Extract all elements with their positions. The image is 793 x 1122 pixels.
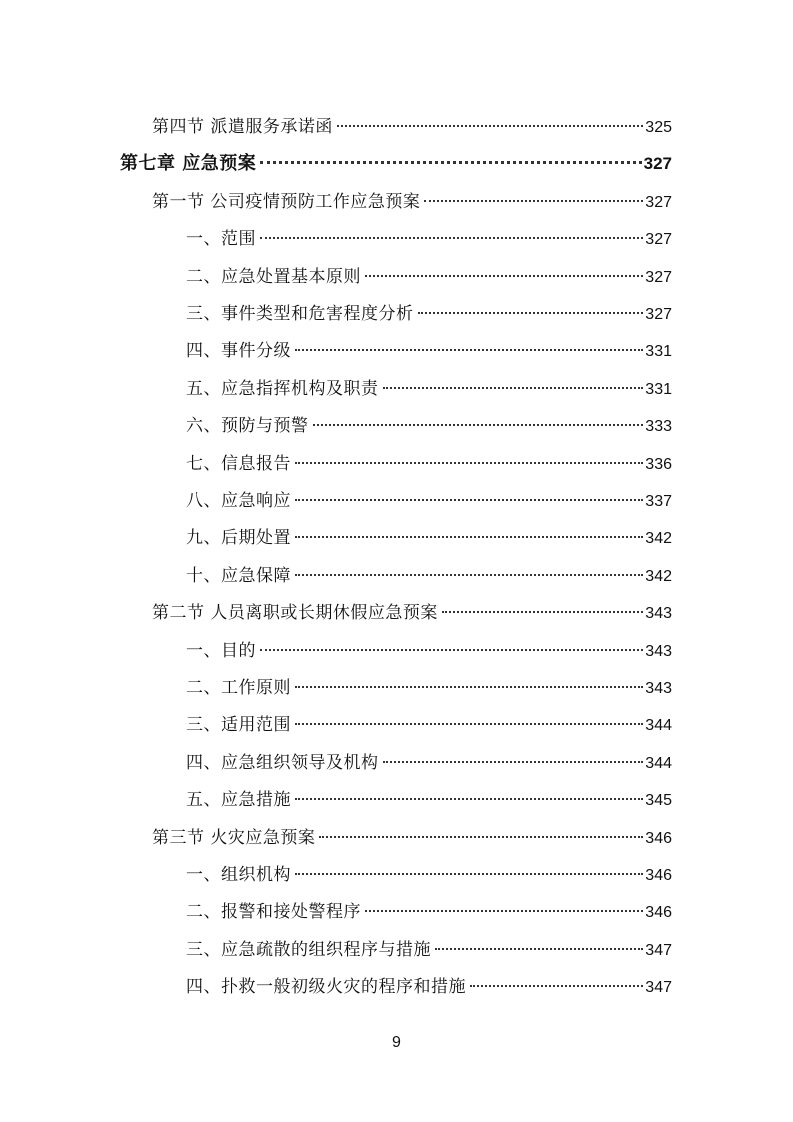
toc-entry-page: 347: [645, 979, 672, 997]
toc-entry-page: 344: [645, 754, 672, 772]
toc-entry-title: 三、事件类型和危害程度分析: [186, 304, 414, 324]
toc-dot-leader: [319, 834, 643, 838]
toc-subsection-entry[interactable]: [186, 636, 672, 666]
toc-subsection-entry[interactable]: [186, 860, 672, 890]
toc-subsection-entry[interactable]: [186, 785, 672, 815]
toc-entry-title: 一、范围: [186, 229, 256, 250]
toc-dot-leader: [260, 235, 643, 239]
toc-entry-page: 336: [645, 455, 672, 473]
toc-entry-page: 327: [645, 268, 672, 286]
toc-entry-page: 327: [645, 306, 672, 323]
toc-dot-leader: [295, 534, 643, 538]
toc-entry-page: 345: [645, 792, 672, 810]
toc-entry-page: 347: [645, 941, 672, 959]
toc-entry-page: 327: [645, 193, 672, 211]
toc-subsection-entry[interactable]: [186, 411, 672, 441]
toc-entry-title: 一、目的: [186, 640, 256, 661]
toc-entry-page: 342: [645, 530, 672, 548]
toc-dot-leader: [295, 684, 643, 688]
toc-section-entry[interactable]: [152, 112, 672, 142]
toc-dot-leader: [365, 273, 643, 277]
toc-entry-page: 346: [645, 867, 672, 884]
toc-entry-title: 第一节 公司疫情预防工作应急预案: [152, 191, 421, 212]
toc-subsection-entry[interactable]: [186, 374, 672, 404]
toc-subsection-entry[interactable]: [186, 748, 672, 778]
toc-subsection-entry[interactable]: [186, 224, 672, 254]
toc-entry-title: 四、事件分级: [186, 341, 291, 362]
toc-entry-page: 346: [645, 904, 672, 922]
toc-entry-page: 342: [645, 567, 672, 585]
toc-subsection-entry[interactable]: [186, 897, 672, 927]
toc-dot-leader: [295, 796, 643, 800]
toc-entry-page: 337: [645, 493, 672, 510]
toc-entry-page: 344: [645, 717, 672, 735]
toc-entry-title: 第七章 应急预案: [120, 153, 257, 175]
toc-dot-leader: [260, 647, 643, 651]
toc-dot-leader: [313, 422, 644, 426]
toc-section-entry[interactable]: [152, 823, 672, 853]
toc-entry-title: 四、扑救一般初级火灾的程序和措施: [186, 977, 466, 998]
toc-entry-page: 343: [645, 605, 672, 623]
toc-entry-title: 三、应急疏散的组织程序与措施: [186, 939, 431, 960]
toc-subsection-entry[interactable]: [186, 561, 672, 591]
toc-dot-leader: [295, 347, 643, 351]
toc-dot-leader: [295, 871, 643, 875]
toc-entry-title: 一、组织机构: [186, 865, 291, 885]
toc-entry-title: 九、后期处置: [186, 528, 291, 549]
toc-entry-title: 六、预防与预警: [186, 416, 309, 437]
toc-subsection-entry[interactable]: [186, 262, 672, 292]
toc-dot-leader: [295, 460, 643, 464]
page-number: 9: [392, 1034, 401, 1051]
toc-entry-title: 五、应急措施: [186, 790, 291, 811]
toc-entry-title: 七、信息报告: [186, 453, 291, 474]
toc-dot-leader: [365, 908, 643, 912]
toc-dot-leader: [295, 572, 643, 576]
toc-entry-title: 二、报警和接处警程序: [186, 902, 361, 923]
toc-dot-leader: [418, 310, 644, 314]
toc-entry-title: 十、应急保障: [186, 565, 291, 586]
toc-dot-leader: [383, 759, 644, 763]
toc-subsection-entry[interactable]: [186, 673, 672, 703]
toc-dot-leader: [435, 946, 643, 950]
toc-subsection-entry[interactable]: [186, 486, 672, 516]
toc-entry-page: 331: [645, 343, 672, 361]
toc-subsection-entry[interactable]: [186, 710, 672, 740]
toc-entry-page: 343: [645, 642, 672, 660]
toc-entry-title: 二、工作原则: [186, 678, 291, 698]
toc-chapter-entry[interactable]: [120, 149, 672, 179]
toc-subsection-entry[interactable]: [186, 972, 672, 1002]
toc-subsection-entry[interactable]: [186, 299, 672, 329]
toc-entry-title: 五、应急指挥机构及职责: [186, 378, 379, 399]
toc-entry-title: 第三节 火灾应急预案: [152, 827, 316, 848]
toc-entry-page: 327: [645, 231, 672, 249]
toc-dot-leader: [442, 609, 643, 613]
toc-entry-title: 二、应急处置基本原则: [186, 266, 361, 287]
toc-section-entry[interactable]: [152, 598, 672, 628]
toc-dot-leader: [260, 159, 641, 164]
toc-subsection-entry[interactable]: [186, 523, 672, 553]
toc-entry-title: 第四节 派遣服务承诺函: [152, 117, 333, 137]
toc-dot-leader: [383, 385, 644, 389]
toc-entry-title: 三、适用范围: [186, 715, 291, 736]
toc-entry-page: 346: [645, 829, 672, 847]
toc-dot-leader: [295, 721, 643, 725]
toc-entry-title: 八、应急响应: [186, 491, 291, 511]
toc-section-entry[interactable]: [152, 187, 672, 217]
toc-entry-page: 331: [645, 380, 672, 398]
toc-entry-title: 第二节 人员离职或长期休假应急预案: [152, 603, 438, 624]
toc-entry-page: 327: [643, 154, 672, 174]
toc-subsection-entry[interactable]: [186, 336, 672, 366]
toc-entry-page: 325: [645, 119, 672, 136]
toc-dot-leader: [295, 497, 643, 501]
toc-entry-page: 343: [645, 680, 672, 697]
toc-entry-page: 333: [645, 418, 672, 436]
toc-dot-leader: [337, 123, 643, 127]
toc-entry-title: 四、应急组织领导及机构: [186, 752, 379, 773]
toc-dot-leader: [470, 983, 643, 987]
toc-dot-leader: [424, 198, 643, 202]
toc-subsection-entry[interactable]: [186, 449, 672, 479]
toc-subsection-entry[interactable]: [186, 935, 672, 965]
